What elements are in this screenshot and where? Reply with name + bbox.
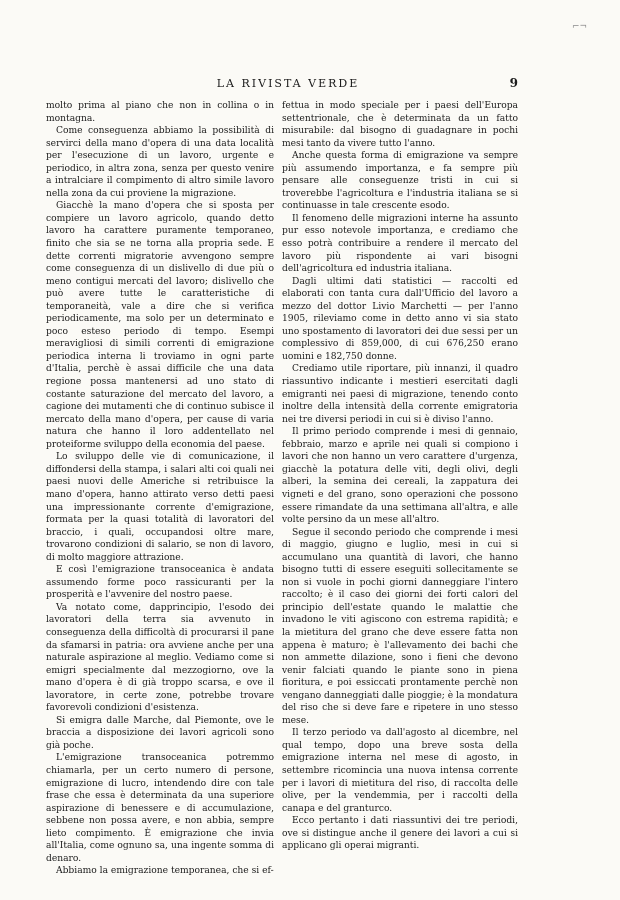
paragraph: L'emigrazione transoceanica potremmo chiamarla, per un certo numero di persone, emigrazione di lucro, intendendo dire con tale frase che essa è determinata da una superiore aspirazione di benessere e di accumulazione, sebbene non possa avere, e non abbia, sempre lieto compimento. È emigrazione che invia all'Italia, come ognuno sa, una ingente somma di denaro. [46,753,274,864]
paragraph: Il terzo periodo va dall'agosto al dicembre, nel qual tempo, dopo una breve sosta della emigrazione interna nel mese di agosto, in settembre ricomincia una nuova intensa corrente per i lavori di mietitura del riso, di raccolta delle olive, per la vendemmia, per i raccolti della canapa e del granturco. [282,728,518,814]
paragraph: Lo sviluppo delle vie di comunicazione, il diffondersi della stampa, i salari alti coi quali nei paesi nuovi delle Americhe si retribuisce la mano d'opera, hanno attirato verso detti paesi una impressionante corrente d'emigrazione, formata per la quasi totalità di lavoratori del braccio, i quali, occupandosi oltre mare, trovarono condizioni di salario, se non di lavoro, di molto maggiore attrazione. [46,452,274,563]
paragraph: Va notato come, dapprincipio, l'esodo dei lavoratori della terra sia avvenuto in conseguenza della difficoltà di procurarsi il pane da sfamarsi in patria: ora avviene anche per una naturale aspirazione al meglio. Vediamo come si emigri specialmente dal mezzogiorno, ove la mano d'opera è di già troppo scarsa, e ove il lavoratore, in certe zone, potrebbe trovare favorevoli condizioni d'esistenza. [46,602,274,714]
paragraph: Giacchè la mano d'opera che si sposta per compiere un lavoro agricolo, quando detto lavoro ha carattere puramente temporaneo, finito che sia se ne torna alla propria sede. E dette correnti migratorie avvengono sempre come conseguenza di un dislivello di due più o meno contigui mercati del lavoro; dislivello che può avere tutte le caratteristiche di temporaneità, vale a dire che si verifica periodicamente, ma solo per un determinato e poco esteso periodo di tempo. Esempi meravigliosi di simili correnti di emigrazione periodica interna li troviamo in ogni parte d'Italia, perchè è assai difficile che una data regione possa mantenersi ad uno stato di costante saturazione del mercato del lavoro, a cagione dei mutamenti che di continuo subisce il mercato della mano d'opera, per cause di varia natura che hanno il loro addentellato nel proteiforme sviluppo della economia del paese. [46,201,274,450]
paragraph: molto prima al piano che non in collina o in montagna. [46,101,274,124]
running-title: LA RIVISTA VERDE [216,77,360,90]
paragraph: fettua in modo speciale per i paesi dell'Europa settentrionale, che è determinata da un fatto misurabile: dal bisogno di guadagnare in pochi mesi tanto da vivere tutto l'anno. [282,101,518,149]
paragraph: Il primo periodo comprende i mesi di gennaio, febbraio, marzo e aprile nei quali si compiono i lavori che non hanno un vero carattere d'urgenza, giacchè la potatura delle viti, degli olivi, degli alberi, la semina dei cereali, la zappatura dei vigneti e del grano, sono operazioni che possono essere rimandate da una settimana all'altra, e alle volte persino da un mese all'altro. [282,427,518,526]
paragraph: Abbiamo la emigrazione temporanea, che si ef- [56,866,274,877]
page-number: 9 [509,76,518,90]
left-column [46,100,274,878]
paragraph: E così l'emigrazione transoceanica è andata assumendo forme poco rassicuranti per la prosperità e l'avvenire del nostro paese. [46,565,274,601]
paragraph: Dagli ultimi dati statistici — raccolti ed elaborati con tanta cura dall'Ufficio del lavoro a mezzo del dottor Livio Marchetti — per l'anno 1905, rileviamo come in detto anno vi sia stato uno spostamento di lavoratori dei due sessi per un complessivo di 859,000, di cui 676,250 erano uomini e 182,750 donne. [282,276,518,362]
paragraph: Anche questa forma di emigrazione va sempre più assumendo importanza, e fa sempre più pensare alle conseguenze tristi in cui si troverebbe l'agricoltura e l'industria italiana se si continuasse in tale crescente esodo. [282,151,518,212]
paragraph: Come conseguenza abbiamo la possibilità di servirci della mano d'opera di una data località per l'esecuzione di un lavoro, urgente e periodico, in altra zona, senza per questo venire a intralciare il compimento di altro simile lavoro nella zona da cui proviene la migrazione. [46,126,274,199]
running-header [58,75,518,93]
paragraph: Ecco pertanto i dati riassuntivi dei tre periodi, ove si distingue anche il genere dei lavori a cui si applicano gli operai migranti. [282,816,518,852]
paragraph: Crediamo utile riportare, più innanzi, il quadro riassuntivo indicante i mestieri esercitati dagli emigranti nei paesi di migrazione, tenendo conto inoltre della intensità della corrente emigratoria nei tre diversi periodi in cui si è diviso l'anno. [282,364,518,425]
right-column [282,100,518,853]
paragraph: Si emigra dalle Marche, dal Piemonte, ove le braccia a disposizione dei lavori agricoli sono già poche. [46,715,274,751]
paragraph: Il fenomeno delle migrazioni interne ha assunto pur esso notevole importanza, e crediamo che esso potrà contribuire a rendere il mercato del lavoro più rispondente ai vari bisogni dell'agricoltura ed industria italiana. [282,213,518,275]
paragraph: Segue il secondo periodo che comprende i mesi di maggio, giugno e luglio, mesi in cui si accumulano una quantità di lavori, che hanno bisogno tutti di essere eseguiti sollecitamente se non si vuole in pochi giorni danneggiare l'intero raccolto; è il caso dei giorni dei forti calori del principio dell'estate quando le malattie che invadono le viti agiscono con estrema rapidità; e la mietitura del grano che deve essere fatta non appena è maturo; è l'allevamento dei bachi che non ammette dilazione, sono i fieni che devono venir falciati quando le piante sono in piena fioritura, e poi essiccati prontamente perchè non vengano danneggiati dalle pioggie; è la mondatura del riso che si deve fare e ripetere in uno stesso mese. [282,527,518,726]
corner-mark: ⌐¬ [572,22,588,32]
